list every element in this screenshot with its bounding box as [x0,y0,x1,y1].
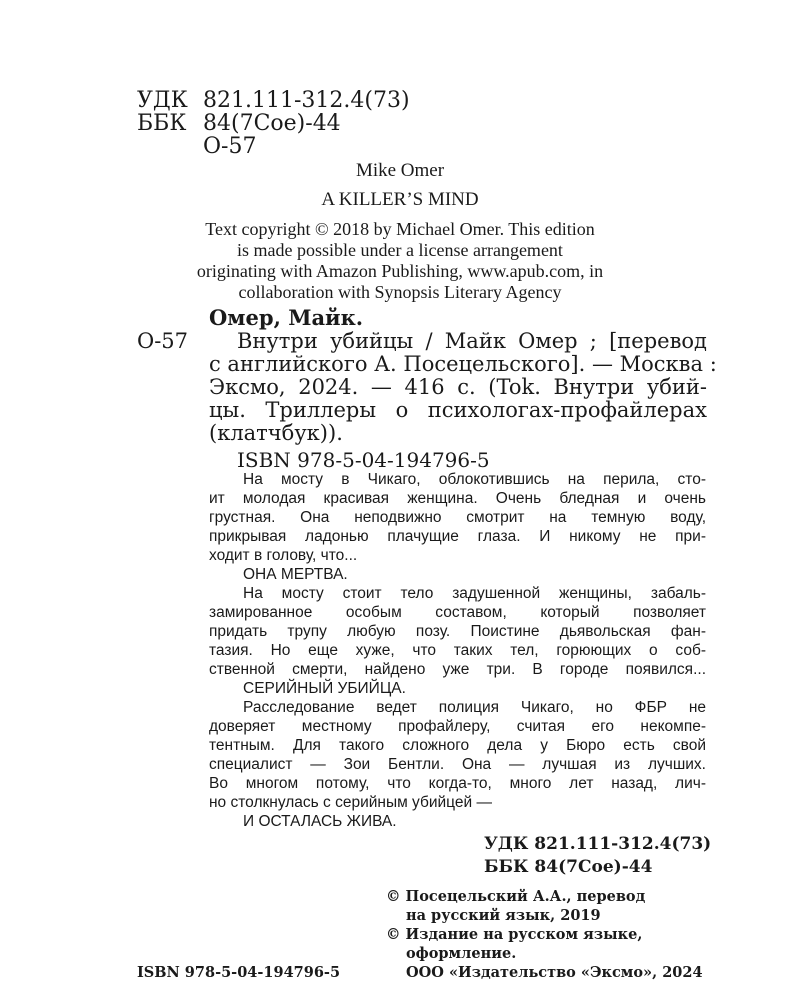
card-line: (клатчбук)). [209,421,343,445]
annotation-line: ственной смерти, найдено уже три. В городе появился... [209,661,706,678]
footer-bbk: ББК 84(7Сое)-44 [484,857,653,877]
copyright-line: оформление. [406,945,517,962]
copyright-line: © Посецельский А.А., перевод [386,888,646,905]
rights-line: originating with Amazon Publishing, www.apub.com, in [196,261,604,281]
annotation-line: СЕРИЙНЫЙ УБИЙЦА. [243,680,406,697]
footer-isbn: ISBN 978-5-04-194796-5 [137,964,341,981]
annotation-line: грустная. Она неподвижно смотрит на темную воду, [209,509,706,526]
annotation-line: тентным. Для такого сложного дела у Бюро есть свой [209,737,706,754]
annotation-line: доверяет местному профайлеру, считая его некомпе- [209,718,706,735]
card-isbn: ISBN 978-5-04-194796-5 [237,448,490,472]
rights-line: collaboration with Synopsis Literary Agency [238,282,562,302]
annotation-line: Расследование ведет полиция Чикаго, но ФБР не [243,699,706,716]
original-title: A KILLER’S MIND [321,189,479,210]
rights-line: Text copyright © 2018 by Michael Omer. This edition [205,219,595,239]
card-line: цы. Триллеры о психологах-профайлерах [209,398,707,422]
udk-line [137,89,410,113]
annotation-line: ОНА МЕРТВА. [243,566,348,583]
copyright-line: ООО «Издательство «Эксмо», 2024 [406,964,703,981]
annotation-line: специалист — Зои Бентли. Она — лучшая из лучших. [209,756,706,773]
footer-udk: УДК 821.111-312.4(73) [484,834,712,854]
annotation-line: ит молодая красивая женщина. Очень бледная и очень [209,490,706,507]
annotation-line: На мосту стоит тело задушенной женщины, забаль- [243,585,706,602]
annotation-line: На мосту в Чикаго, облокотившись на перила, сто- [243,471,706,488]
annotation-line: И ОСТАЛАСЬ ЖИВА. [243,813,397,830]
card-heading: Омер, Майк. [209,305,364,330]
bbk-value: 84(7Сое)-44 [203,111,341,136]
original-author: Mike Omer [355,160,445,181]
card-line: Внутри убийцы / Майк Омер ; [перевод [237,329,707,353]
udk-value: 821.111-312.4(73) [203,88,410,113]
copyright-line: на русский язык, 2019 [406,907,601,924]
annotation-line: прикрывая ладонью плачущие глаза. И никому не при- [209,528,706,545]
annotation-line: Во многом потому, что когда-то, много лет назад, лич- [209,775,706,792]
bbk-line [137,112,341,136]
author-mark: О-57 [203,134,257,159]
annotation-line: ходит в голову, что... [209,547,358,564]
annotation-line: тазия. Но еще хуже, что таких тел, горюющих о соб- [209,642,706,659]
card-mark: О-57 [137,329,189,353]
rights-line: is made possible under a license arrangement [237,240,563,260]
card-line: с английского А. Посецельского]. — Москва : [209,352,717,376]
annotation-line: замированное особым составом, который позволяет [209,604,706,621]
card-line: Эксмо, 2024. — 416 с. (Tok. Внутри убий- [209,375,707,399]
copyright-line: © Издание на русском языке, [386,926,643,943]
annotation-line: придать трупу любую позу. Поистине дьявольская фан- [209,623,706,640]
annotation-line: но столкнулась с серийным убийцей — [209,794,492,811]
udk-label: УДК [137,88,188,113]
bbk-label: ББК [137,111,187,136]
